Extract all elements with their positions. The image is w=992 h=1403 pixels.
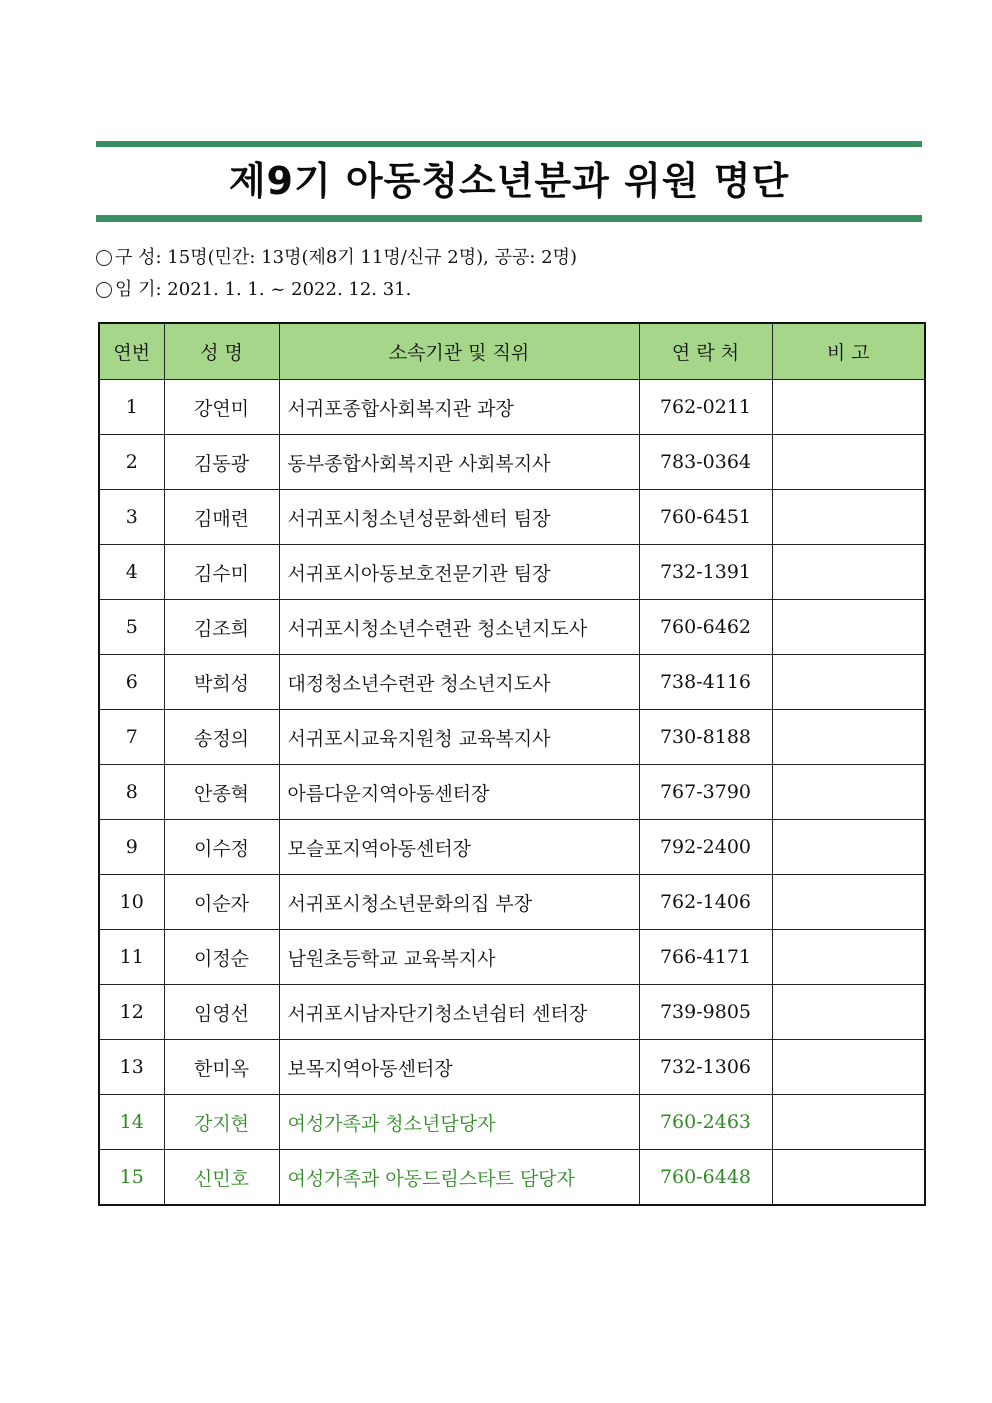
table-header-row: [99, 323, 925, 380]
cell-name: 신민호: [164, 1150, 279, 1206]
cell-contact: 762-1406: [639, 875, 772, 930]
cell-note: [772, 765, 925, 820]
composition-line: [96, 246, 577, 270]
cell-org: 서귀포시남자단기청소년쉼터 센터장: [279, 985, 639, 1040]
cell-org: 모슬포지역아동센터장: [279, 820, 639, 875]
cell-org: 서귀포종합사회복지관 과장: [279, 380, 639, 435]
circle-bullet-icon: [96, 282, 112, 298]
cell-contact: 760-6451: [639, 490, 772, 545]
cell-org: 여성가족과 청소년담당자: [279, 1095, 639, 1150]
cell-contact: 732-1391: [639, 545, 772, 600]
table-row: [99, 765, 925, 820]
cell-note: [772, 985, 925, 1040]
table-row: [99, 380, 925, 435]
column-header-name: 성 명: [164, 323, 279, 380]
cell-org: 서귀포시청소년문화의집 부장: [279, 875, 639, 930]
member-table: [98, 322, 926, 1206]
cell-contact: 767-3790: [639, 765, 772, 820]
cell-name: 김매련: [164, 490, 279, 545]
cell-org: 서귀포시교육지원청 교육복지사: [279, 710, 639, 765]
cell-note: [772, 710, 925, 765]
cell-org: 서귀포시청소년성문화센터 팀장: [279, 490, 639, 545]
cell-org: 서귀포시아동보호전문기관 팀장: [279, 545, 639, 600]
cell-contact: 760-2463: [639, 1095, 772, 1150]
cell-contact: 760-6462: [639, 600, 772, 655]
cell-name: 박희성: [164, 655, 279, 710]
cell-note: [772, 1095, 925, 1150]
cell-no: 12: [99, 985, 164, 1040]
cell-org: 아름다운지역아동센터장: [279, 765, 639, 820]
cell-no: 8: [99, 765, 164, 820]
cell-name: 김동광: [164, 435, 279, 490]
cell-no: 15: [99, 1150, 164, 1206]
cell-no: 7: [99, 710, 164, 765]
cell-note: [772, 380, 925, 435]
table-row: [99, 655, 925, 710]
cell-contact: 792-2400: [639, 820, 772, 875]
cell-org: 동부종합사회복지관 사회복지사: [279, 435, 639, 490]
table-row: [99, 930, 925, 985]
table-row: [99, 820, 925, 875]
cell-name: 강지현: [164, 1095, 279, 1150]
cell-note: [772, 490, 925, 545]
column-header-note: 비 고: [772, 323, 925, 380]
cell-contact: 738-4116: [639, 655, 772, 710]
cell-name: 강연미: [164, 380, 279, 435]
cell-no: 13: [99, 1040, 164, 1095]
cell-no: 2: [99, 435, 164, 490]
cell-note: [772, 600, 925, 655]
cell-contact: 783-0364: [639, 435, 772, 490]
column-header-contact: 연 락 처: [639, 323, 772, 380]
cell-org: 남원초등학교 교육복지사: [279, 930, 639, 985]
table-row-public: [99, 1150, 925, 1206]
cell-contact: 732-1306: [639, 1040, 772, 1095]
table-row: [99, 435, 925, 490]
cell-note: [772, 930, 925, 985]
circle-bullet-icon: [96, 250, 112, 266]
table-row: [99, 600, 925, 655]
cell-contact: 762-0211: [639, 380, 772, 435]
table-row: [99, 545, 925, 600]
composition-text: 구 성: 15명(민간: 13명(제8기 11명/신규 2명), 공공: 2명): [115, 247, 578, 268]
cell-name: 한미옥: [164, 1040, 279, 1095]
cell-note: [772, 545, 925, 600]
cell-note: [772, 435, 925, 490]
cell-name: 이순자: [164, 875, 279, 930]
cell-contact: 739-9805: [639, 985, 772, 1040]
cell-name: 김수미: [164, 545, 279, 600]
cell-org: 여성가족과 아동드림스타트 담당자: [279, 1150, 639, 1206]
cell-contact: 760-6448: [639, 1150, 772, 1206]
cell-note: [772, 1040, 925, 1095]
table-row: [99, 710, 925, 765]
table-row: [99, 985, 925, 1040]
cell-name: 이정순: [164, 930, 279, 985]
table-row: [99, 1040, 925, 1095]
cell-name: 송정의: [164, 710, 279, 765]
column-header-no: 연번: [99, 323, 164, 380]
title-bottom-rule: [96, 215, 922, 222]
cell-contact: 766-4171: [639, 930, 772, 985]
table-row: [99, 875, 925, 930]
cell-org: 대정청소년수련관 청소년지도사: [279, 655, 639, 710]
column-header-org: 소속기관 및 직위: [279, 323, 639, 380]
table-row: [99, 490, 925, 545]
title-top-rule: [96, 141, 922, 147]
cell-name: 이수정: [164, 820, 279, 875]
cell-note: [772, 655, 925, 710]
cell-note: [772, 820, 925, 875]
cell-no: 3: [99, 490, 164, 545]
term-line: [96, 278, 411, 302]
cell-no: 10: [99, 875, 164, 930]
cell-contact: 730-8188: [639, 710, 772, 765]
term-text: 임 기: 2021. 1. 1. ~ 2022. 12. 31.: [115, 279, 412, 300]
cell-no: 11: [99, 930, 164, 985]
cell-no: 5: [99, 600, 164, 655]
cell-no: 9: [99, 820, 164, 875]
cell-name: 임영선: [164, 985, 279, 1040]
cell-no: 14: [99, 1095, 164, 1150]
table-row-public: [99, 1095, 925, 1150]
cell-no: 6: [99, 655, 164, 710]
cell-note: [772, 1150, 925, 1206]
cell-name: 안종혁: [164, 765, 279, 820]
cell-no: 1: [99, 380, 164, 435]
page-title: 제9기 아동청소년분과 위원 명단: [228, 159, 790, 203]
cell-org: 서귀포시청소년수련관 청소년지도사: [279, 600, 639, 655]
cell-org: 보목지역아동센터장: [279, 1040, 639, 1095]
cell-no: 4: [99, 545, 164, 600]
cell-name: 김조희: [164, 600, 279, 655]
cell-note: [772, 875, 925, 930]
